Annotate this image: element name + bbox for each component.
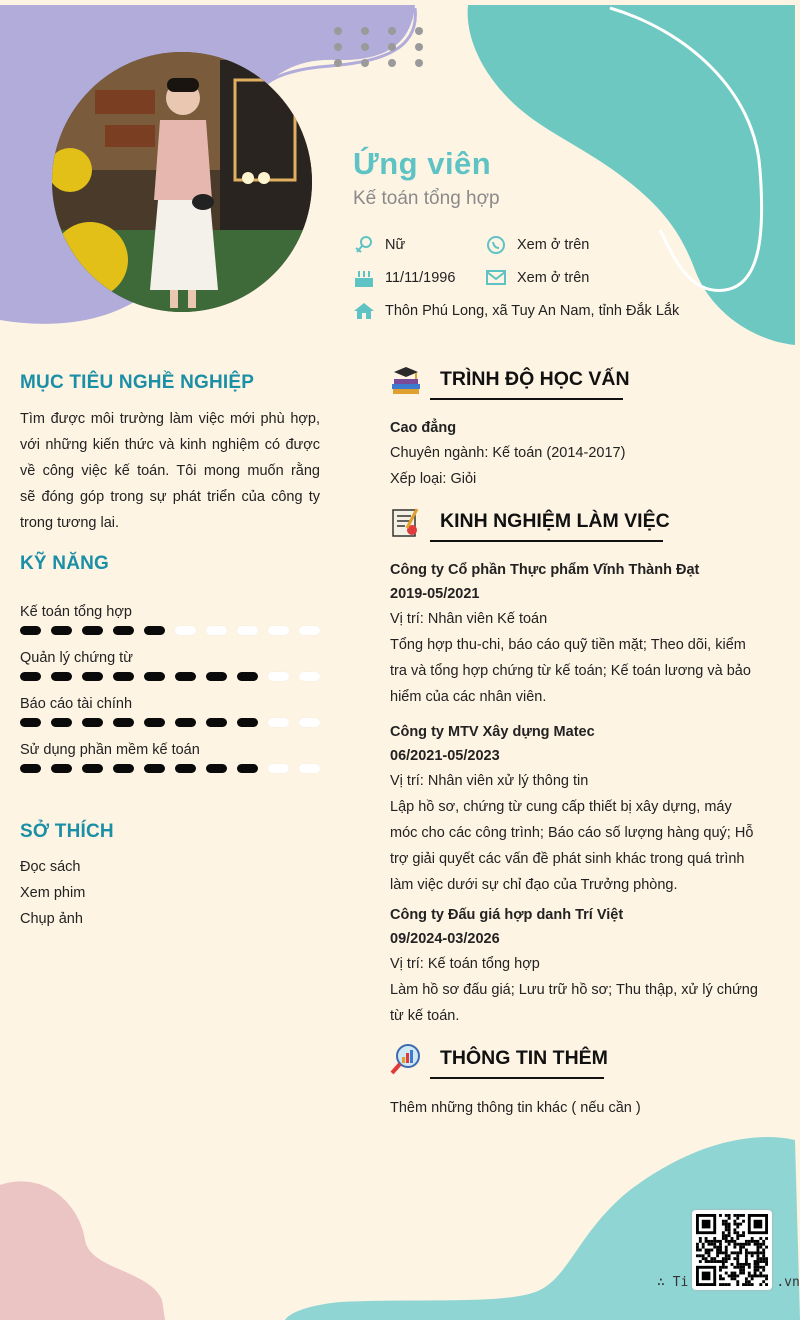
skill-label: Sử dụng phần mềm kế toán bbox=[20, 742, 200, 758]
extra-block bbox=[390, 1095, 770, 1121]
dots-pattern bbox=[330, 24, 430, 72]
skill-level-dash bbox=[113, 718, 134, 727]
skill-level-dash bbox=[175, 672, 196, 681]
objective-title: MỤC TIÊU NGHỀ NGHIỆP bbox=[20, 372, 255, 393]
skill-bar bbox=[20, 718, 320, 728]
email-row bbox=[485, 268, 589, 288]
skill-level-dash bbox=[144, 672, 165, 681]
job-company: Công ty Cổ phần Thực phẩm Vĩnh Thành Đạt bbox=[390, 562, 700, 578]
objective-text bbox=[20, 406, 320, 536]
address-row bbox=[353, 301, 679, 321]
job-entry bbox=[390, 558, 770, 710]
skill-level-dash bbox=[51, 718, 72, 727]
skill-level-dash bbox=[20, 672, 41, 681]
watermark-end: .vn bbox=[776, 1275, 800, 1290]
job-company: Công ty MTV Xây dựng Matec bbox=[390, 724, 595, 740]
skill-level-dash bbox=[237, 672, 258, 681]
education-degree: Cao đẳng bbox=[390, 420, 457, 436]
skill-level-dash bbox=[237, 718, 258, 727]
skills-title: KỸ NĂNG bbox=[20, 553, 110, 574]
certificate-icon bbox=[390, 506, 422, 538]
skill-level-dash bbox=[299, 672, 320, 681]
job-title: Kế toán tổng hợp bbox=[353, 188, 500, 209]
skill-level-dash bbox=[175, 626, 196, 635]
skill-bar bbox=[20, 672, 320, 682]
skill-label: Báo cáo tài chính bbox=[20, 696, 133, 712]
skill-level-dash bbox=[237, 626, 258, 635]
cake-icon bbox=[353, 268, 375, 288]
skill-level-dash bbox=[299, 718, 320, 727]
job-company: Công ty Đấu giá hợp danh Trí Việt bbox=[390, 907, 624, 923]
skill-level-dash bbox=[82, 626, 103, 635]
phone-value[interactable]: Xem ở trên bbox=[517, 237, 590, 253]
watermark-start: ∴ Ti bbox=[657, 1275, 689, 1290]
skill-level-dash bbox=[51, 672, 72, 681]
skill-level-dash bbox=[268, 764, 289, 773]
job-entry bbox=[390, 903, 770, 1029]
job-desc-line: trợ giải quyết các vấn đề phát sinh khác trong quá trình bbox=[390, 851, 745, 867]
skill-level-dash bbox=[299, 626, 320, 635]
skill-level-dash bbox=[268, 718, 289, 727]
books-icon bbox=[390, 364, 422, 396]
education-grade: Xếp loại: Giỏi bbox=[390, 471, 477, 487]
skill-level-dash bbox=[206, 764, 227, 773]
hobbies-title: SỞ THÍCH bbox=[20, 821, 114, 842]
gender-icon bbox=[353, 235, 375, 255]
skill-level-dash bbox=[206, 718, 227, 727]
skill-level-dash bbox=[82, 718, 103, 727]
job-period: 06/2021-05/2023 bbox=[390, 748, 500, 764]
job-position: Vị trí: Kế toán tổng hợp bbox=[390, 956, 540, 972]
job-desc-line: làm việc dưới sự chỉ đạo của Trưởng phòng. bbox=[390, 877, 678, 893]
experience-title: KINH NGHIỆM LÀM VIỆC bbox=[440, 510, 670, 532]
skill-level-dash bbox=[175, 764, 196, 773]
job-entry bbox=[390, 720, 770, 898]
job-desc-line: hiểm của các nhân viên. bbox=[390, 689, 547, 705]
objective-line: Tìm được môi trường làm việc mới phù hợp, bbox=[20, 411, 320, 427]
skill-bar bbox=[20, 626, 320, 636]
job-position: Vị trí: Nhân viên Kế toán bbox=[390, 611, 548, 627]
title-underline bbox=[430, 398, 623, 400]
birthday-value: 11/11/1996 bbox=[385, 270, 456, 286]
skill-bar bbox=[20, 764, 320, 774]
skill-level-dash bbox=[268, 672, 289, 681]
email-value[interactable]: Xem ở trên bbox=[517, 270, 590, 286]
education-major: Chuyên ngành: Kế toán (2014-2017) bbox=[390, 445, 626, 461]
skill-level-dash bbox=[299, 764, 320, 773]
gender-value: Nữ bbox=[385, 237, 406, 253]
candidate-name: Ứng viên bbox=[353, 146, 492, 181]
job-period: 09/2024-03/2026 bbox=[390, 931, 500, 947]
skill-level-dash bbox=[51, 626, 72, 635]
skill-level-dash bbox=[206, 626, 227, 635]
address-value: Thôn Phú Long, xã Tuy An Nam, tỉnh Đắk Lắk bbox=[385, 303, 680, 319]
skill-level-dash bbox=[51, 764, 72, 773]
job-position: Vị trí: Nhân viên xử lý thông tin bbox=[390, 773, 589, 789]
job-desc-line: Lập hồ sơ, chứng từ cung cấp thiết bị xây dựng, máy bbox=[390, 799, 732, 815]
extra-text: Thêm những thông tin khác ( nếu cần ) bbox=[390, 1100, 641, 1116]
skill-level-dash bbox=[20, 718, 41, 727]
home-icon bbox=[353, 301, 375, 321]
education-title: TRÌNH ĐỘ HỌC VẤN bbox=[440, 368, 630, 390]
skill-level-dash bbox=[144, 718, 165, 727]
skill-level-dash bbox=[113, 764, 134, 773]
job-desc-line: móc cho các công trình; Báo cáo số lượng hàng quý; Hỗ bbox=[390, 825, 754, 841]
education-block bbox=[390, 416, 770, 492]
hobby-item: Chụp ảnh bbox=[20, 911, 83, 927]
objective-line: với những kiến thức và kinh nghiệm có được bbox=[20, 437, 320, 453]
birthday-row bbox=[353, 268, 455, 288]
objective-line: về công việc kế toán. Tôi mong muốn rằng bbox=[20, 463, 320, 479]
skill-level-dash bbox=[144, 626, 165, 635]
skill-level-dash bbox=[144, 764, 165, 773]
skill-level-dash bbox=[82, 672, 103, 681]
skill-level-dash bbox=[113, 672, 134, 681]
job-period: 2019-05/2021 bbox=[390, 586, 480, 602]
skill-level-dash bbox=[82, 764, 103, 773]
skill-level-dash bbox=[237, 764, 258, 773]
phone-icon bbox=[485, 235, 507, 255]
avatar bbox=[50, 50, 315, 315]
skill-level-dash bbox=[268, 626, 289, 635]
objective-line: trong tương lai. bbox=[20, 515, 120, 531]
gender-row bbox=[353, 235, 405, 255]
skill-label: Quản lý chứng từ bbox=[20, 650, 133, 666]
qr-code[interactable] bbox=[692, 1210, 772, 1290]
skill-level-dash bbox=[20, 626, 41, 635]
title-underline bbox=[430, 1077, 604, 1079]
job-desc-line: từ kế toán. bbox=[390, 1008, 460, 1024]
objective-line: sẽ đóng góp trong sự phát triển của công ty bbox=[20, 489, 320, 505]
extra-title: THÔNG TIN THÊM bbox=[440, 1047, 608, 1069]
job-desc-line: Làm hồ sơ đấu giá; Lưu trữ hồ sơ; Thu thập, xử lý chứng bbox=[390, 982, 758, 998]
skill-level-dash bbox=[20, 764, 41, 773]
title-underline bbox=[430, 540, 663, 542]
skill-label: Kế toán tổng hợp bbox=[20, 604, 132, 620]
job-desc-line: tra và tổng hợp chứng từ kế toán; Kế toán lương và bảo bbox=[390, 663, 751, 679]
skill-level-dash bbox=[206, 672, 227, 681]
job-desc-line: Tổng hợp thu-chi, báo cáo quỹ tiền mặt; Theo dõi, kiểm bbox=[390, 637, 746, 653]
skill-level-dash bbox=[113, 626, 134, 635]
hobby-item: Đọc sách bbox=[20, 859, 81, 875]
hobby-item: Xem phim bbox=[20, 885, 86, 901]
skill-level-dash bbox=[175, 718, 196, 727]
pink-blob-bottom bbox=[0, 1170, 180, 1320]
mail-icon bbox=[485, 268, 507, 288]
chart-magnifier-icon bbox=[390, 1043, 422, 1075]
phone-row bbox=[485, 235, 589, 255]
